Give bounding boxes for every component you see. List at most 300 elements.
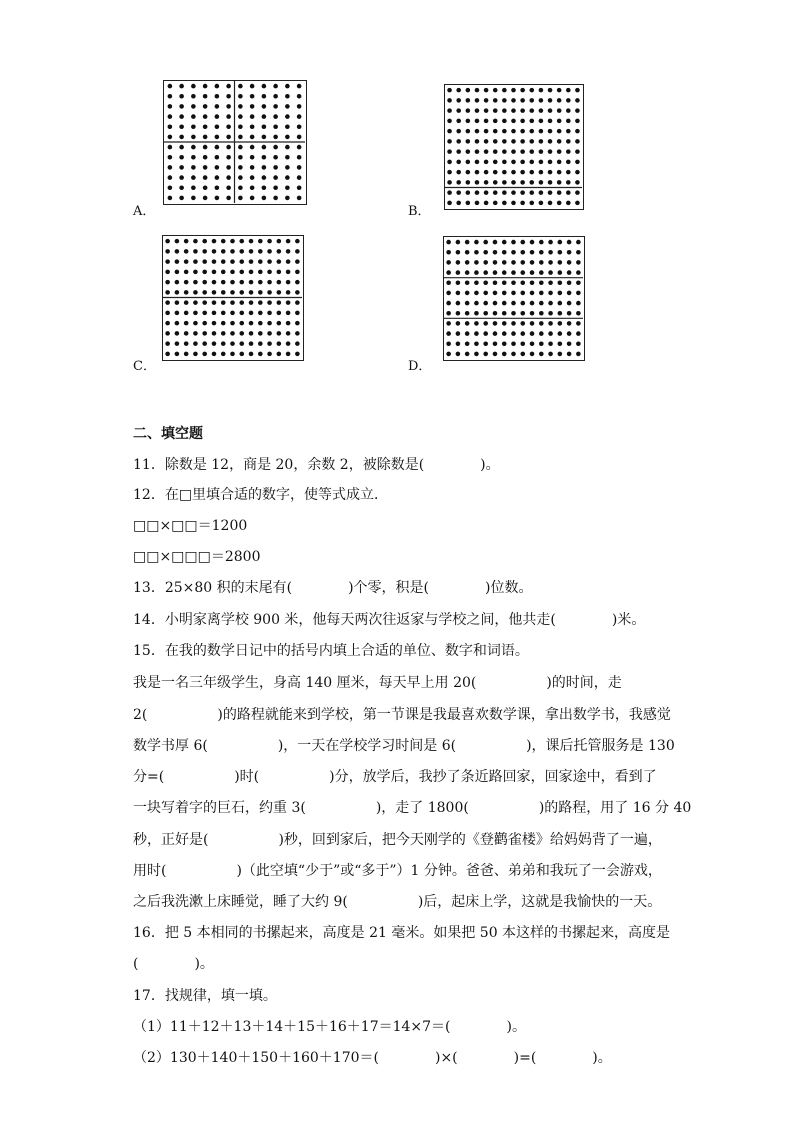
dot xyxy=(230,280,235,285)
dot xyxy=(175,311,180,316)
dot xyxy=(193,280,198,285)
dot xyxy=(203,155,208,160)
dot xyxy=(474,250,479,255)
dot xyxy=(175,321,180,326)
dot xyxy=(447,170,452,175)
dot xyxy=(191,114,196,119)
dot xyxy=(295,239,300,244)
dot xyxy=(285,114,290,119)
dot xyxy=(539,270,544,275)
dot xyxy=(202,331,207,336)
dot xyxy=(502,129,507,134)
dot xyxy=(493,240,498,245)
dot xyxy=(286,321,291,326)
option-d-label: D． xyxy=(408,359,432,374)
dot xyxy=(567,352,572,357)
dot xyxy=(184,239,189,244)
dot xyxy=(520,291,525,296)
dot xyxy=(221,270,226,275)
dot xyxy=(456,119,461,124)
question-12-equation-1: □□×□□＝1200 xyxy=(133,518,248,534)
question-15-line: 用时( )（此空填“少于”或“多于”）1 分钟。爸爸、弟弟和我玩了一会游戏， xyxy=(133,863,662,879)
dot xyxy=(466,88,471,93)
dot xyxy=(273,165,278,170)
dot xyxy=(262,155,267,160)
dot xyxy=(502,170,507,175)
dot xyxy=(165,239,170,244)
question-11: 11．除数是 12，商是 20，余数 2，被除数是( )。 xyxy=(133,457,500,473)
dot xyxy=(285,155,290,160)
dot xyxy=(474,260,479,265)
dot xyxy=(456,88,461,93)
dot xyxy=(539,321,544,326)
dot xyxy=(576,311,581,316)
dot xyxy=(230,270,235,275)
dot xyxy=(566,160,571,165)
dot xyxy=(295,290,300,295)
dot xyxy=(179,155,184,160)
dot xyxy=(465,311,470,316)
dot xyxy=(493,98,498,103)
dot xyxy=(465,291,470,296)
dot xyxy=(530,280,535,285)
dot xyxy=(502,270,507,275)
dot xyxy=(295,331,300,336)
dot xyxy=(539,108,544,113)
dot xyxy=(483,240,488,245)
dot xyxy=(258,311,263,316)
dot xyxy=(297,145,302,150)
dot xyxy=(168,84,173,89)
question-15-line: 秒，正好是( )秒，回到家后，把今天刚学的《登鹳雀楼》给妈妈背了一遍， xyxy=(133,832,662,848)
dot xyxy=(575,180,580,185)
dot xyxy=(575,129,580,134)
dot xyxy=(575,149,580,154)
dot xyxy=(221,280,226,285)
dot xyxy=(539,119,544,124)
dot xyxy=(212,280,217,285)
dot xyxy=(286,352,291,357)
dot xyxy=(447,180,452,185)
dot xyxy=(530,301,535,306)
question-17-part-1: （1）11＋12＋13＋14＋15＋16＋17＝14×7＝( )。 xyxy=(133,1019,526,1035)
dot xyxy=(529,170,534,175)
dot xyxy=(203,196,208,201)
dot xyxy=(165,341,170,346)
dot xyxy=(539,170,544,175)
dot xyxy=(575,119,580,124)
dot xyxy=(249,321,254,326)
dot xyxy=(529,129,534,134)
dot xyxy=(277,270,282,275)
dot xyxy=(238,155,243,160)
dot xyxy=(483,311,488,316)
dot xyxy=(277,249,282,254)
dot xyxy=(297,165,302,170)
dot xyxy=(286,280,291,285)
dot xyxy=(511,160,516,165)
dot xyxy=(493,331,498,336)
dot xyxy=(530,352,535,357)
dot xyxy=(539,260,544,265)
dot xyxy=(567,301,572,306)
dot xyxy=(193,259,198,264)
dot xyxy=(250,175,255,180)
question-15-line: 分=( )时( )分，放学后，我抄了条近路回家，回家途中，看到了 xyxy=(133,769,657,785)
dot xyxy=(203,185,208,190)
dot xyxy=(230,331,235,336)
dot xyxy=(191,135,196,140)
dot xyxy=(520,352,525,357)
option-a-label: A． xyxy=(133,204,156,219)
dot xyxy=(575,139,580,144)
dot xyxy=(539,331,544,336)
dot xyxy=(474,240,479,245)
dot xyxy=(215,114,220,119)
dot xyxy=(179,145,184,150)
dot xyxy=(262,175,267,180)
dot xyxy=(575,160,580,165)
dot xyxy=(212,311,217,316)
dot xyxy=(567,280,572,285)
dot xyxy=(557,201,562,206)
dot xyxy=(483,321,488,326)
dot xyxy=(297,84,302,89)
dot xyxy=(295,311,300,316)
dot xyxy=(548,98,553,103)
dot xyxy=(493,301,498,306)
dot xyxy=(230,259,235,264)
dot xyxy=(548,180,553,185)
dot xyxy=(576,341,581,346)
dot xyxy=(285,124,290,129)
dot xyxy=(475,119,480,124)
dot xyxy=(447,201,452,206)
dot xyxy=(202,259,207,264)
dot xyxy=(175,300,180,305)
dot xyxy=(502,201,507,206)
dot xyxy=(168,94,173,99)
dot xyxy=(447,129,452,134)
dot xyxy=(175,341,180,346)
dot xyxy=(262,114,267,119)
dot xyxy=(447,160,452,165)
dot xyxy=(212,300,217,305)
dot xyxy=(297,196,302,201)
dot xyxy=(295,280,300,285)
dot xyxy=(238,165,243,170)
dot xyxy=(465,352,470,357)
dot xyxy=(212,290,217,295)
dot xyxy=(493,291,498,296)
dot xyxy=(258,270,263,275)
dot xyxy=(179,94,184,99)
dot xyxy=(502,321,507,326)
dot xyxy=(530,270,535,275)
dot xyxy=(475,88,480,93)
dot xyxy=(191,196,196,201)
dot xyxy=(566,88,571,93)
dot xyxy=(483,291,488,296)
dot xyxy=(493,250,498,255)
dot xyxy=(221,259,226,264)
dot xyxy=(215,124,220,129)
dot xyxy=(539,98,544,103)
dot xyxy=(474,352,479,357)
dot xyxy=(267,290,272,295)
dot xyxy=(465,240,470,245)
question-14: 14．小明家离学校 900 米，他每天两次往返家与学校之间，他共走( )米。 xyxy=(133,612,646,628)
dot xyxy=(511,180,516,185)
dot xyxy=(558,280,563,285)
dot xyxy=(250,94,255,99)
dot xyxy=(286,331,291,336)
dot xyxy=(295,249,300,254)
dot xyxy=(456,98,461,103)
dot xyxy=(548,201,553,206)
dot xyxy=(530,331,535,336)
dot xyxy=(249,249,254,254)
dot xyxy=(557,139,562,144)
dot xyxy=(558,260,563,265)
dot xyxy=(576,250,581,255)
dot xyxy=(226,145,231,150)
dot xyxy=(267,352,272,357)
dot xyxy=(456,270,461,275)
dot xyxy=(465,321,470,326)
dot xyxy=(493,190,498,195)
dot xyxy=(262,84,267,89)
dot xyxy=(539,160,544,165)
dot xyxy=(238,175,243,180)
dot xyxy=(262,124,267,129)
dot xyxy=(295,259,300,264)
dot xyxy=(285,84,290,89)
dot xyxy=(567,321,572,326)
dot xyxy=(226,135,231,140)
dot xyxy=(238,114,243,119)
dot xyxy=(239,249,244,254)
dot xyxy=(558,250,563,255)
dot xyxy=(239,352,244,357)
dot xyxy=(184,321,189,326)
dot xyxy=(511,88,516,93)
dot xyxy=(475,160,480,165)
dot xyxy=(575,98,580,103)
dot xyxy=(286,259,291,264)
dot xyxy=(484,170,489,175)
dot xyxy=(179,175,184,180)
dot xyxy=(203,175,208,180)
dot xyxy=(567,240,572,245)
dot xyxy=(239,331,244,336)
dot xyxy=(297,124,302,129)
dot xyxy=(456,108,461,113)
dot xyxy=(558,341,563,346)
dot xyxy=(530,240,535,245)
dot xyxy=(230,311,235,316)
dot xyxy=(511,260,516,265)
question-16-continued: ( )。 xyxy=(133,956,214,972)
dot xyxy=(258,259,263,264)
dot xyxy=(285,94,290,99)
dot xyxy=(566,108,571,113)
dot xyxy=(273,155,278,160)
dot xyxy=(277,331,282,336)
dot xyxy=(447,139,452,144)
dot xyxy=(212,270,217,275)
dot xyxy=(184,249,189,254)
dot xyxy=(230,290,235,295)
dot xyxy=(493,201,498,206)
dot xyxy=(502,331,507,336)
dot xyxy=(202,311,207,316)
dot xyxy=(202,270,207,275)
dot xyxy=(493,149,498,154)
dot xyxy=(576,291,581,296)
dot xyxy=(548,341,553,346)
dot xyxy=(493,280,498,285)
dot xyxy=(184,300,189,305)
dot xyxy=(286,290,291,295)
dot xyxy=(221,352,226,357)
dot xyxy=(466,201,471,206)
dot xyxy=(529,88,534,93)
dot xyxy=(475,129,480,134)
dot xyxy=(456,129,461,134)
dot xyxy=(175,290,180,295)
dot xyxy=(202,290,207,295)
dot xyxy=(286,341,291,346)
dot xyxy=(474,321,479,326)
dot xyxy=(285,104,290,109)
dot xyxy=(238,124,243,129)
dot xyxy=(184,290,189,295)
question-17-part-2: （2）130＋140＋150＋160＋170＝( )×( )=( )。 xyxy=(133,1050,612,1066)
dot xyxy=(465,280,470,285)
dot xyxy=(273,175,278,180)
dot xyxy=(511,270,516,275)
dot xyxy=(221,239,226,244)
dot xyxy=(191,94,196,99)
dot xyxy=(285,165,290,170)
dot xyxy=(286,270,291,275)
dot xyxy=(520,201,525,206)
dot xyxy=(250,124,255,129)
dot xyxy=(193,290,198,295)
dot xyxy=(502,250,507,255)
dot xyxy=(548,260,553,265)
dot xyxy=(548,149,553,154)
dot xyxy=(575,190,580,195)
dot xyxy=(511,301,516,306)
dot xyxy=(456,190,461,195)
dot xyxy=(250,145,255,150)
dot xyxy=(475,108,480,113)
dot xyxy=(212,321,217,326)
dot xyxy=(191,145,196,150)
dot xyxy=(446,260,451,265)
dot xyxy=(203,145,208,150)
dot xyxy=(297,94,302,99)
dot xyxy=(168,155,173,160)
dot xyxy=(465,331,470,336)
dot xyxy=(484,119,489,124)
dot xyxy=(511,108,516,113)
dot xyxy=(484,129,489,134)
dot xyxy=(548,311,553,316)
dot xyxy=(215,84,220,89)
dot xyxy=(203,124,208,129)
dot xyxy=(548,139,553,144)
dot xyxy=(474,331,479,336)
question-12-equation-2: □□×□□□＝2800 xyxy=(133,549,261,565)
dot xyxy=(576,321,581,326)
question-15-line: 一块写着字的巨石，约重 3( )，走了 1800( )的路程，用了 16 分 40 xyxy=(133,800,692,816)
dot xyxy=(267,270,272,275)
dot xyxy=(456,201,461,206)
dot xyxy=(493,260,498,265)
dot xyxy=(557,108,562,113)
dot xyxy=(520,260,525,265)
dot xyxy=(511,190,516,195)
dot xyxy=(576,240,581,245)
option-a-dot-grid xyxy=(163,80,307,205)
dot xyxy=(168,185,173,190)
dot xyxy=(212,259,217,264)
dot xyxy=(267,341,272,346)
dot xyxy=(277,311,282,316)
dot xyxy=(539,88,544,93)
dot xyxy=(249,311,254,316)
dot xyxy=(493,119,498,124)
dot xyxy=(267,300,272,305)
dot xyxy=(249,352,254,357)
dot xyxy=(465,260,470,265)
dot xyxy=(165,352,170,357)
dot xyxy=(239,300,244,305)
dot xyxy=(297,114,302,119)
dot xyxy=(493,129,498,134)
question-15-line: 数学书厚 6( )，一天在学校学习时间是 6( )，课后托管服务是 130 xyxy=(133,738,675,754)
dot xyxy=(502,352,507,357)
dot xyxy=(511,321,516,326)
dot xyxy=(168,175,173,180)
dot xyxy=(446,331,451,336)
dot xyxy=(249,300,254,305)
dot xyxy=(273,135,278,140)
dot xyxy=(502,311,507,316)
dot xyxy=(230,300,235,305)
dot xyxy=(548,88,553,93)
dot xyxy=(566,201,571,206)
dot xyxy=(576,280,581,285)
dot xyxy=(484,201,489,206)
dot xyxy=(539,190,544,195)
dot xyxy=(447,119,452,124)
dot xyxy=(493,321,498,326)
dot xyxy=(258,321,263,326)
dot xyxy=(539,139,544,144)
dot xyxy=(493,352,498,357)
dot xyxy=(539,311,544,316)
dot xyxy=(475,149,480,154)
dot xyxy=(168,196,173,201)
dot xyxy=(258,290,263,295)
dot xyxy=(557,170,562,175)
dot xyxy=(221,331,226,336)
dot xyxy=(511,331,516,336)
